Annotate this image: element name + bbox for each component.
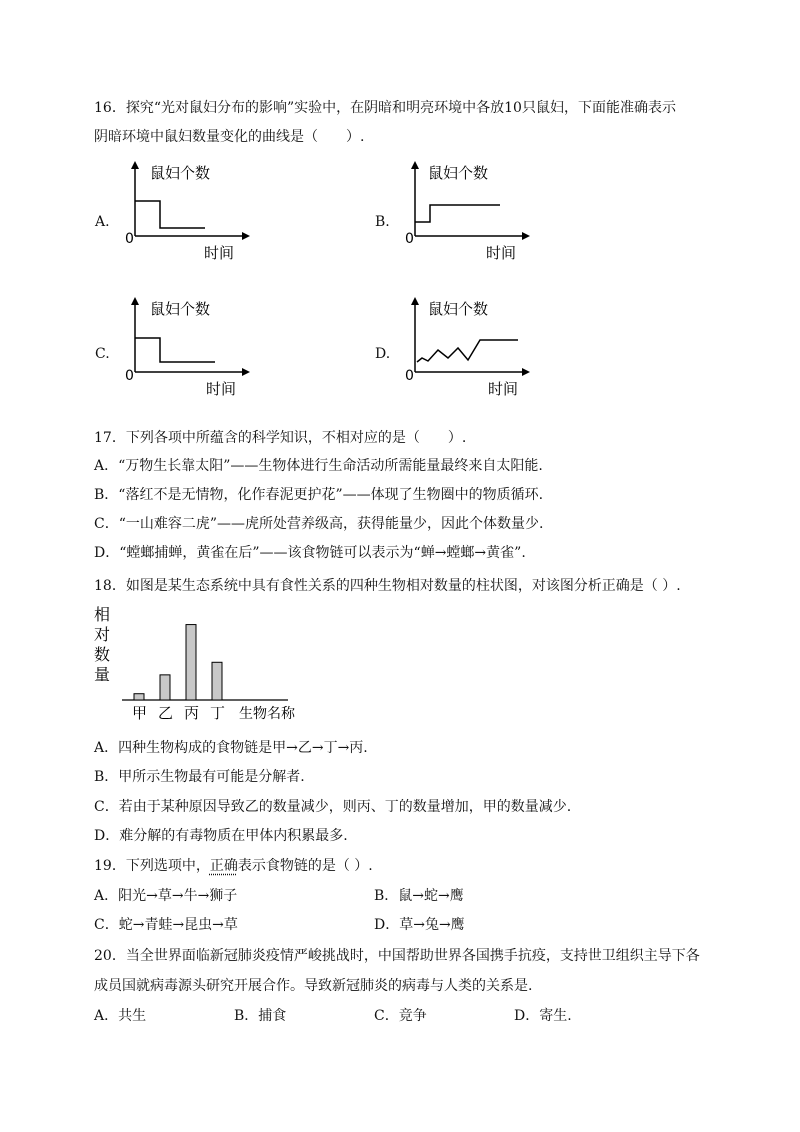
q18-stem: 18．如图是某生态系统中具有食性关系的四种生物相对数量的柱状图，对该图分析正确是（ ）. [94, 578, 681, 594]
x-label: 时间 [486, 244, 517, 262]
y-label-char-2: 对 [94, 625, 111, 644]
x-axis-label: 生物名称 [239, 706, 295, 722]
origin-label: 0 [125, 368, 134, 384]
category-label-2: 乙 [158, 704, 174, 722]
q19-option-b[interactable]: B．鼠→蛇→鹰 [374, 888, 464, 904]
bar-4 [212, 662, 222, 700]
y-label-char-3: 数 [94, 645, 111, 664]
category-label-1: 甲 [132, 704, 148, 722]
q19-stem-emphasis: 正确 [209, 858, 238, 874]
q17-option-a[interactable]: A．“万物生长靠太阳”——生物体进行生命活动所需能量最终来自太阳能. [94, 458, 543, 474]
bar-1 [134, 694, 144, 700]
q20-stem-line1: 20．当全世界面临新冠肺炎疫情严峻挑战时，中国帮助世界各国携手抗疫，支持世卫组织主导下各 [94, 948, 700, 964]
y-axis-arrow [411, 297, 419, 305]
q16-graph-d[interactable] [400, 292, 540, 402]
q19-stem-pre: 19．下列选项中， [94, 858, 210, 874]
x-axis-arrow [522, 232, 530, 240]
q16-option-b-label[interactable]: B. [375, 214, 390, 230]
curve [415, 205, 500, 222]
y-label: 鼠妇个数 [428, 164, 489, 182]
x-label: 时间 [206, 380, 237, 398]
x-axis-arrow [522, 368, 530, 376]
q20-option-b[interactable]: B．捕食 [234, 1008, 287, 1024]
q19-stem-post: 表示食物链的是（ ）. [237, 858, 373, 874]
q16-option-d-label[interactable]: D. [375, 346, 391, 362]
y-axis-arrow [411, 161, 419, 169]
q18-option-b[interactable]: B．甲所示生物最有可能是分解者. [94, 769, 305, 785]
q16-stem-line2: 阴暗环境中鼠妇数量变化的曲线是（ ）. [94, 129, 365, 145]
curve [135, 338, 215, 362]
curve [417, 340, 518, 362]
q16-stem-line1: 16．探究“光对鼠妇分布的影响”实验中，在阴暗和明亮环境中各放10只鼠妇，下面能准确表示 [94, 100, 676, 116]
q18-option-d[interactable]: D．难分解的有毒物质在甲体内积累最多. [94, 828, 348, 844]
q19-option-c[interactable]: C．蛇→青蛙→昆虫→草 [94, 917, 238, 933]
category-label-4: 丁 [210, 704, 226, 722]
q20-stem-line2: 成员国就病毒源头研究开展合作。导致新冠肺炎的病毒与人类的关系是. [94, 978, 533, 994]
q19-option-a[interactable]: A．阳光→草→牛→狮子 [94, 888, 238, 904]
q17-option-d[interactable]: D．“螳螂捕蝉，黄雀在后”——该食物链可以表示为“蝉→螳螂→黄雀”. [94, 545, 526, 561]
q19-option-d[interactable]: D．草→兔→鹰 [374, 917, 465, 933]
q20-option-a[interactable]: A．共生 [94, 1008, 147, 1024]
x-axis-arrow [242, 232, 250, 240]
q18-option-c[interactable]: C．若由于某种原因导致乙的数量减少，则丙、丁的数量增加，甲的数量减少. [94, 799, 572, 815]
x-axis-arrow [242, 368, 250, 376]
bar-3 [186, 625, 196, 700]
y-axis-arrow [131, 297, 139, 305]
origin-label: 0 [405, 368, 414, 384]
y-label: 鼠妇个数 [150, 164, 211, 182]
q16-graph-c[interactable] [120, 292, 260, 402]
q16-graph-b[interactable] [400, 158, 540, 268]
x-label: 时间 [204, 244, 235, 262]
q17-option-c[interactable]: C．“一山难容二虎”——虎所处营养级高，获得能量少，因此个体数量少. [94, 516, 544, 532]
y-label: 鼠妇个数 [428, 300, 489, 318]
q18-option-a[interactable]: A．四种生物构成的食物链是甲→乙→丁→丙. [94, 740, 368, 756]
y-axis-arrow [131, 161, 139, 169]
x-label: 时间 [488, 380, 519, 398]
q17-stem: 17．下列各项中所蕴含的科学知识，不相对应的是（ ）. [94, 430, 467, 446]
origin-label: 0 [125, 231, 134, 247]
category-labels [132, 704, 225, 722]
origin-label: 0 [405, 231, 414, 247]
q16-graph-a[interactable] [120, 158, 260, 268]
y-axis-label [94, 605, 110, 684]
q19-stem [94, 856, 373, 876]
q16-option-a-label[interactable]: A. [95, 214, 110, 230]
q20-option-c[interactable]: C．竞争 [374, 1008, 427, 1024]
curve [135, 201, 205, 228]
q17-option-b[interactable]: B．“落红不是无情物，化作春泥更护花”——体现了生物圈中的物质循环. [94, 487, 544, 503]
bars [134, 625, 222, 700]
q18-bar-chart [94, 600, 314, 726]
category-label-3: 丙 [184, 704, 200, 722]
q20-option-d[interactable]: D．寄生. [514, 1008, 572, 1024]
bar-2 [160, 675, 170, 700]
y-label: 鼠妇个数 [150, 300, 211, 318]
y-label-char-4: 量 [94, 665, 111, 684]
y-label-char-1: 相 [94, 605, 111, 624]
q16-option-c-label[interactable]: C. [95, 346, 110, 362]
